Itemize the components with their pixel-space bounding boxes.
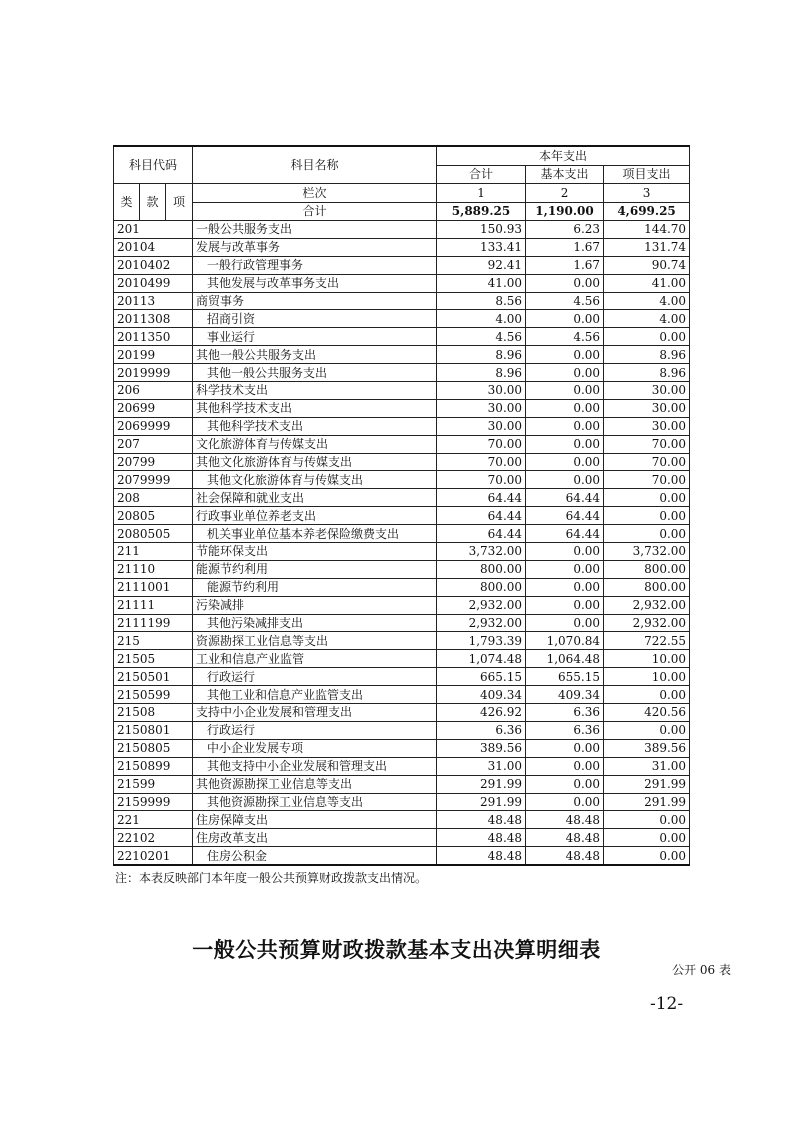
row-total: 409.34 xyxy=(437,686,526,704)
row-basic: 0.00 xyxy=(526,596,604,614)
table-row xyxy=(114,399,690,417)
row-name: 行政运行 xyxy=(193,668,437,686)
table-row xyxy=(114,274,690,292)
row-total: 41.00 xyxy=(437,274,526,292)
row-project: 0.00 xyxy=(604,721,690,739)
row-total: 426.92 xyxy=(437,704,526,722)
row-code: 2159999 xyxy=(114,793,193,811)
row-project: 10.00 xyxy=(604,650,690,668)
table-row xyxy=(114,435,690,453)
row-name: 一般行政管理事务 xyxy=(193,256,437,274)
row-total: 1,074.48 xyxy=(437,650,526,668)
table-row xyxy=(114,650,690,668)
row-basic: 0.00 xyxy=(526,453,604,471)
row-code: 2150801 xyxy=(114,721,193,739)
row-basic: 64.44 xyxy=(526,489,604,507)
row-total: 1,793.39 xyxy=(437,632,526,650)
row-basic: 0.00 xyxy=(526,614,604,632)
table-row xyxy=(114,668,690,686)
row-project: 0.00 xyxy=(604,811,690,829)
row-basic: 0.00 xyxy=(526,417,604,435)
row-basic: 0.00 xyxy=(526,775,604,793)
row-code: 2080505 xyxy=(114,525,193,543)
table-row xyxy=(114,829,690,847)
row-basic: 0.00 xyxy=(526,274,604,292)
row-total: 64.44 xyxy=(437,489,526,507)
row-code: 208 xyxy=(114,489,193,507)
row-basic: 64.44 xyxy=(526,525,604,543)
row-total: 31.00 xyxy=(437,757,526,775)
row-basic: 655.15 xyxy=(526,668,604,686)
row-name: 其他科学技术支出 xyxy=(193,399,437,417)
header-col-1: 1 xyxy=(437,184,526,203)
row-basic: 6.36 xyxy=(526,704,604,722)
row-total: 2,932.00 xyxy=(437,614,526,632)
row-project: 10.00 xyxy=(604,668,690,686)
row-code: 20104 xyxy=(114,238,193,256)
row-project: 0.00 xyxy=(604,328,690,346)
row-name: 其他文化旅游体育与传媒支出 xyxy=(193,471,437,489)
row-project: 90.74 xyxy=(604,256,690,274)
table-row xyxy=(114,328,690,346)
row-code: 20699 xyxy=(114,399,193,417)
row-total: 150.93 xyxy=(437,221,526,239)
table-note: 注：本表反映部门本年度一般公共预算财政拨款支出情况。 xyxy=(115,871,428,885)
row-project: 30.00 xyxy=(604,382,690,400)
row-project: 722.55 xyxy=(604,632,690,650)
header-row-3 xyxy=(114,184,690,203)
row-name: 商贸事务 xyxy=(193,292,437,310)
row-name: 污染减排 xyxy=(193,596,437,614)
row-code: 2011308 xyxy=(114,310,193,328)
row-basic: 48.48 xyxy=(526,811,604,829)
table-row xyxy=(114,704,690,722)
row-name: 行政事业单位养老支出 xyxy=(193,507,437,525)
row-total: 4.56 xyxy=(437,328,526,346)
row-project: 0.00 xyxy=(604,507,690,525)
row-basic: 0.00 xyxy=(526,435,604,453)
row-name: 科学技术支出 xyxy=(193,382,437,400)
row-total: 8.56 xyxy=(437,292,526,310)
sum-basic: 1,190.00 xyxy=(526,202,604,221)
row-basic: 64.44 xyxy=(526,507,604,525)
row-code: 2010499 xyxy=(114,274,193,292)
row-basic: 0.00 xyxy=(526,793,604,811)
row-project: 70.00 xyxy=(604,453,690,471)
row-total: 30.00 xyxy=(437,382,526,400)
form-tag: 公开 06 表 xyxy=(672,963,731,977)
row-project: 389.56 xyxy=(604,739,690,757)
row-code: 2069999 xyxy=(114,417,193,435)
row-name: 一般公共服务支出 xyxy=(193,221,437,239)
row-code: 20799 xyxy=(114,453,193,471)
row-project: 0.00 xyxy=(604,847,690,865)
row-code: 215 xyxy=(114,632,193,650)
row-code: 207 xyxy=(114,435,193,453)
row-code: 201 xyxy=(114,221,193,239)
sum-project: 4,699.25 xyxy=(604,202,690,221)
row-name: 行政运行 xyxy=(193,721,437,739)
table-row xyxy=(114,596,690,614)
row-name: 中小企业发展专项 xyxy=(193,739,437,757)
header-col-2: 2 xyxy=(526,184,604,203)
row-name: 文化旅游体育与传媒支出 xyxy=(193,435,437,453)
row-project: 8.96 xyxy=(604,364,690,382)
row-basic: 4.56 xyxy=(526,328,604,346)
table-row xyxy=(114,560,690,578)
row-code: 21505 xyxy=(114,650,193,668)
row-total: 30.00 xyxy=(437,399,526,417)
header-lanci: 栏次 xyxy=(193,184,437,203)
row-total: 800.00 xyxy=(437,560,526,578)
sum-total: 5,889.25 xyxy=(437,202,526,221)
row-name: 能源节约利用 xyxy=(193,578,437,596)
table-row xyxy=(114,364,690,382)
row-code: 21599 xyxy=(114,775,193,793)
row-total: 665.15 xyxy=(437,668,526,686)
row-project: 31.00 xyxy=(604,757,690,775)
row-basic: 4.56 xyxy=(526,292,604,310)
row-project: 144.70 xyxy=(604,221,690,239)
row-code: 2079999 xyxy=(114,471,193,489)
row-basic: 0.00 xyxy=(526,757,604,775)
row-basic: 0.00 xyxy=(526,471,604,489)
row-basic: 0.00 xyxy=(526,364,604,382)
table-row xyxy=(114,614,690,632)
row-total: 291.99 xyxy=(437,775,526,793)
row-total: 8.96 xyxy=(437,364,526,382)
row-basic: 1,064.48 xyxy=(526,650,604,668)
row-total: 70.00 xyxy=(437,435,526,453)
row-total: 389.56 xyxy=(437,739,526,757)
row-basic: 1,070.84 xyxy=(526,632,604,650)
row-name: 资源勘探工业信息等支出 xyxy=(193,632,437,650)
row-code: 21110 xyxy=(114,560,193,578)
row-code: 2111001 xyxy=(114,578,193,596)
row-basic: 48.48 xyxy=(526,829,604,847)
row-basic: 0.00 xyxy=(526,739,604,757)
row-code: 221 xyxy=(114,811,193,829)
row-name: 其他文化旅游体育与传媒支出 xyxy=(193,453,437,471)
header-total: 合计 xyxy=(437,165,526,184)
row-total: 4.00 xyxy=(437,310,526,328)
row-project: 0.00 xyxy=(604,829,690,847)
next-table-title: 一般公共预算财政拨款基本支出决算明细表 xyxy=(192,938,601,962)
table-row xyxy=(114,453,690,471)
header-kuan: 款 xyxy=(140,184,166,221)
row-total: 6.36 xyxy=(437,721,526,739)
row-name: 其他一般公共服务支出 xyxy=(193,364,437,382)
row-code: 21508 xyxy=(114,704,193,722)
row-basic: 0.00 xyxy=(526,578,604,596)
row-code: 2150899 xyxy=(114,757,193,775)
row-code: 2150599 xyxy=(114,686,193,704)
header-code-group: 科目代码 xyxy=(114,146,193,184)
row-project: 800.00 xyxy=(604,560,690,578)
row-code: 20805 xyxy=(114,507,193,525)
sum-row xyxy=(114,202,690,221)
header-name: 科目名称 xyxy=(193,146,437,184)
row-total: 48.48 xyxy=(437,847,526,865)
header-project: 项目支出 xyxy=(604,165,690,184)
table-row xyxy=(114,793,690,811)
row-name: 节能环保支出 xyxy=(193,543,437,561)
row-basic: 6.23 xyxy=(526,221,604,239)
table-row xyxy=(114,382,690,400)
row-total: 291.99 xyxy=(437,793,526,811)
table-row xyxy=(114,525,690,543)
header-basic: 基本支出 xyxy=(526,165,604,184)
table-row xyxy=(114,292,690,310)
row-basic: 0.00 xyxy=(526,560,604,578)
row-project: 131.74 xyxy=(604,238,690,256)
row-project: 291.99 xyxy=(604,775,690,793)
row-total: 2,932.00 xyxy=(437,596,526,614)
row-project: 0.00 xyxy=(604,686,690,704)
row-total: 64.44 xyxy=(437,525,526,543)
row-total: 70.00 xyxy=(437,453,526,471)
header-row-1 xyxy=(114,146,690,165)
row-project: 2,932.00 xyxy=(604,596,690,614)
row-name: 其他支持中小企业发展和管理支出 xyxy=(193,757,437,775)
row-total: 800.00 xyxy=(437,578,526,596)
row-code: 211 xyxy=(114,543,193,561)
row-code: 2010402 xyxy=(114,256,193,274)
row-basic: 0.00 xyxy=(526,543,604,561)
row-basic: 409.34 xyxy=(526,686,604,704)
row-code: 21111 xyxy=(114,596,193,614)
row-basic: 1.67 xyxy=(526,256,604,274)
table-row xyxy=(114,417,690,435)
table-row xyxy=(114,346,690,364)
row-project: 800.00 xyxy=(604,578,690,596)
row-basic: 6.36 xyxy=(526,721,604,739)
row-basic: 0.00 xyxy=(526,310,604,328)
row-name: 其他资源勘探工业信息等支出 xyxy=(193,793,437,811)
row-project: 2,932.00 xyxy=(604,614,690,632)
header-year-expenditure: 本年支出 xyxy=(437,146,690,165)
table-row xyxy=(114,632,690,650)
row-code: 20199 xyxy=(114,346,193,364)
row-total: 70.00 xyxy=(437,471,526,489)
row-total: 8.96 xyxy=(437,346,526,364)
row-code: 22102 xyxy=(114,829,193,847)
row-code: 2150501 xyxy=(114,668,193,686)
row-name: 机关事业单位基本养老保险缴费支出 xyxy=(193,525,437,543)
row-code: 2210201 xyxy=(114,847,193,865)
row-total: 64.44 xyxy=(437,507,526,525)
row-basic: 1.67 xyxy=(526,238,604,256)
header-lei: 类 xyxy=(114,184,140,221)
expenditure-table xyxy=(113,145,690,866)
row-project: 4.00 xyxy=(604,292,690,310)
row-name: 住房保障支出 xyxy=(193,811,437,829)
row-project: 30.00 xyxy=(604,417,690,435)
row-name: 工业和信息产业监管 xyxy=(193,650,437,668)
row-project: 30.00 xyxy=(604,399,690,417)
row-name: 其他科学技术支出 xyxy=(193,417,437,435)
row-name: 支持中小企业发展和管理支出 xyxy=(193,704,437,722)
row-total: 133.41 xyxy=(437,238,526,256)
row-basic: 48.48 xyxy=(526,847,604,865)
table-row xyxy=(114,739,690,757)
table-row xyxy=(114,847,690,865)
table-row xyxy=(114,238,690,256)
row-name: 其他发展与改革事务支出 xyxy=(193,274,437,292)
row-name: 住房公积金 xyxy=(193,847,437,865)
row-code: 20113 xyxy=(114,292,193,310)
row-name: 其他工业和信息产业监管支出 xyxy=(193,686,437,704)
row-total: 3,732.00 xyxy=(437,543,526,561)
row-total: 92.41 xyxy=(437,256,526,274)
row-name: 能源节约利用 xyxy=(193,560,437,578)
row-project: 8.96 xyxy=(604,346,690,364)
table-row xyxy=(114,310,690,328)
row-basic: 0.00 xyxy=(526,382,604,400)
row-project: 41.00 xyxy=(604,274,690,292)
row-basic: 0.00 xyxy=(526,399,604,417)
table-row xyxy=(114,686,690,704)
row-project: 70.00 xyxy=(604,471,690,489)
table-row xyxy=(114,221,690,239)
table-row xyxy=(114,775,690,793)
row-project: 291.99 xyxy=(604,793,690,811)
table-row xyxy=(114,757,690,775)
row-code: 2019999 xyxy=(114,364,193,382)
row-project: 70.00 xyxy=(604,435,690,453)
table-row xyxy=(114,543,690,561)
table-row xyxy=(114,811,690,829)
row-name: 其他资源勘探工业信息等支出 xyxy=(193,775,437,793)
page-number: -12- xyxy=(650,994,684,1014)
row-name: 社会保障和就业支出 xyxy=(193,489,437,507)
row-name: 招商引资 xyxy=(193,310,437,328)
row-basic: 0.00 xyxy=(526,346,604,364)
row-name: 住房改革支出 xyxy=(193,829,437,847)
table-row xyxy=(114,471,690,489)
table-row xyxy=(114,578,690,596)
row-code: 206 xyxy=(114,382,193,400)
row-code: 2150805 xyxy=(114,739,193,757)
table-row xyxy=(114,489,690,507)
row-name: 其他一般公共服务支出 xyxy=(193,346,437,364)
table-row xyxy=(114,721,690,739)
row-total: 48.48 xyxy=(437,829,526,847)
row-name: 其他污染减排支出 xyxy=(193,614,437,632)
row-total: 48.48 xyxy=(437,811,526,829)
sum-label: 合计 xyxy=(193,202,437,221)
row-project: 3,732.00 xyxy=(604,543,690,561)
row-project: 420.56 xyxy=(604,704,690,722)
header-xiang: 项 xyxy=(166,184,193,221)
row-code: 2111199 xyxy=(114,614,193,632)
row-name: 事业运行 xyxy=(193,328,437,346)
table-row xyxy=(114,256,690,274)
row-code: 2011350 xyxy=(114,328,193,346)
row-total: 30.00 xyxy=(437,417,526,435)
row-project: 0.00 xyxy=(604,525,690,543)
row-project: 0.00 xyxy=(604,489,690,507)
row-project: 4.00 xyxy=(604,310,690,328)
row-name: 发展与改革事务 xyxy=(193,238,437,256)
table-row xyxy=(114,507,690,525)
header-col-3: 3 xyxy=(604,184,690,203)
